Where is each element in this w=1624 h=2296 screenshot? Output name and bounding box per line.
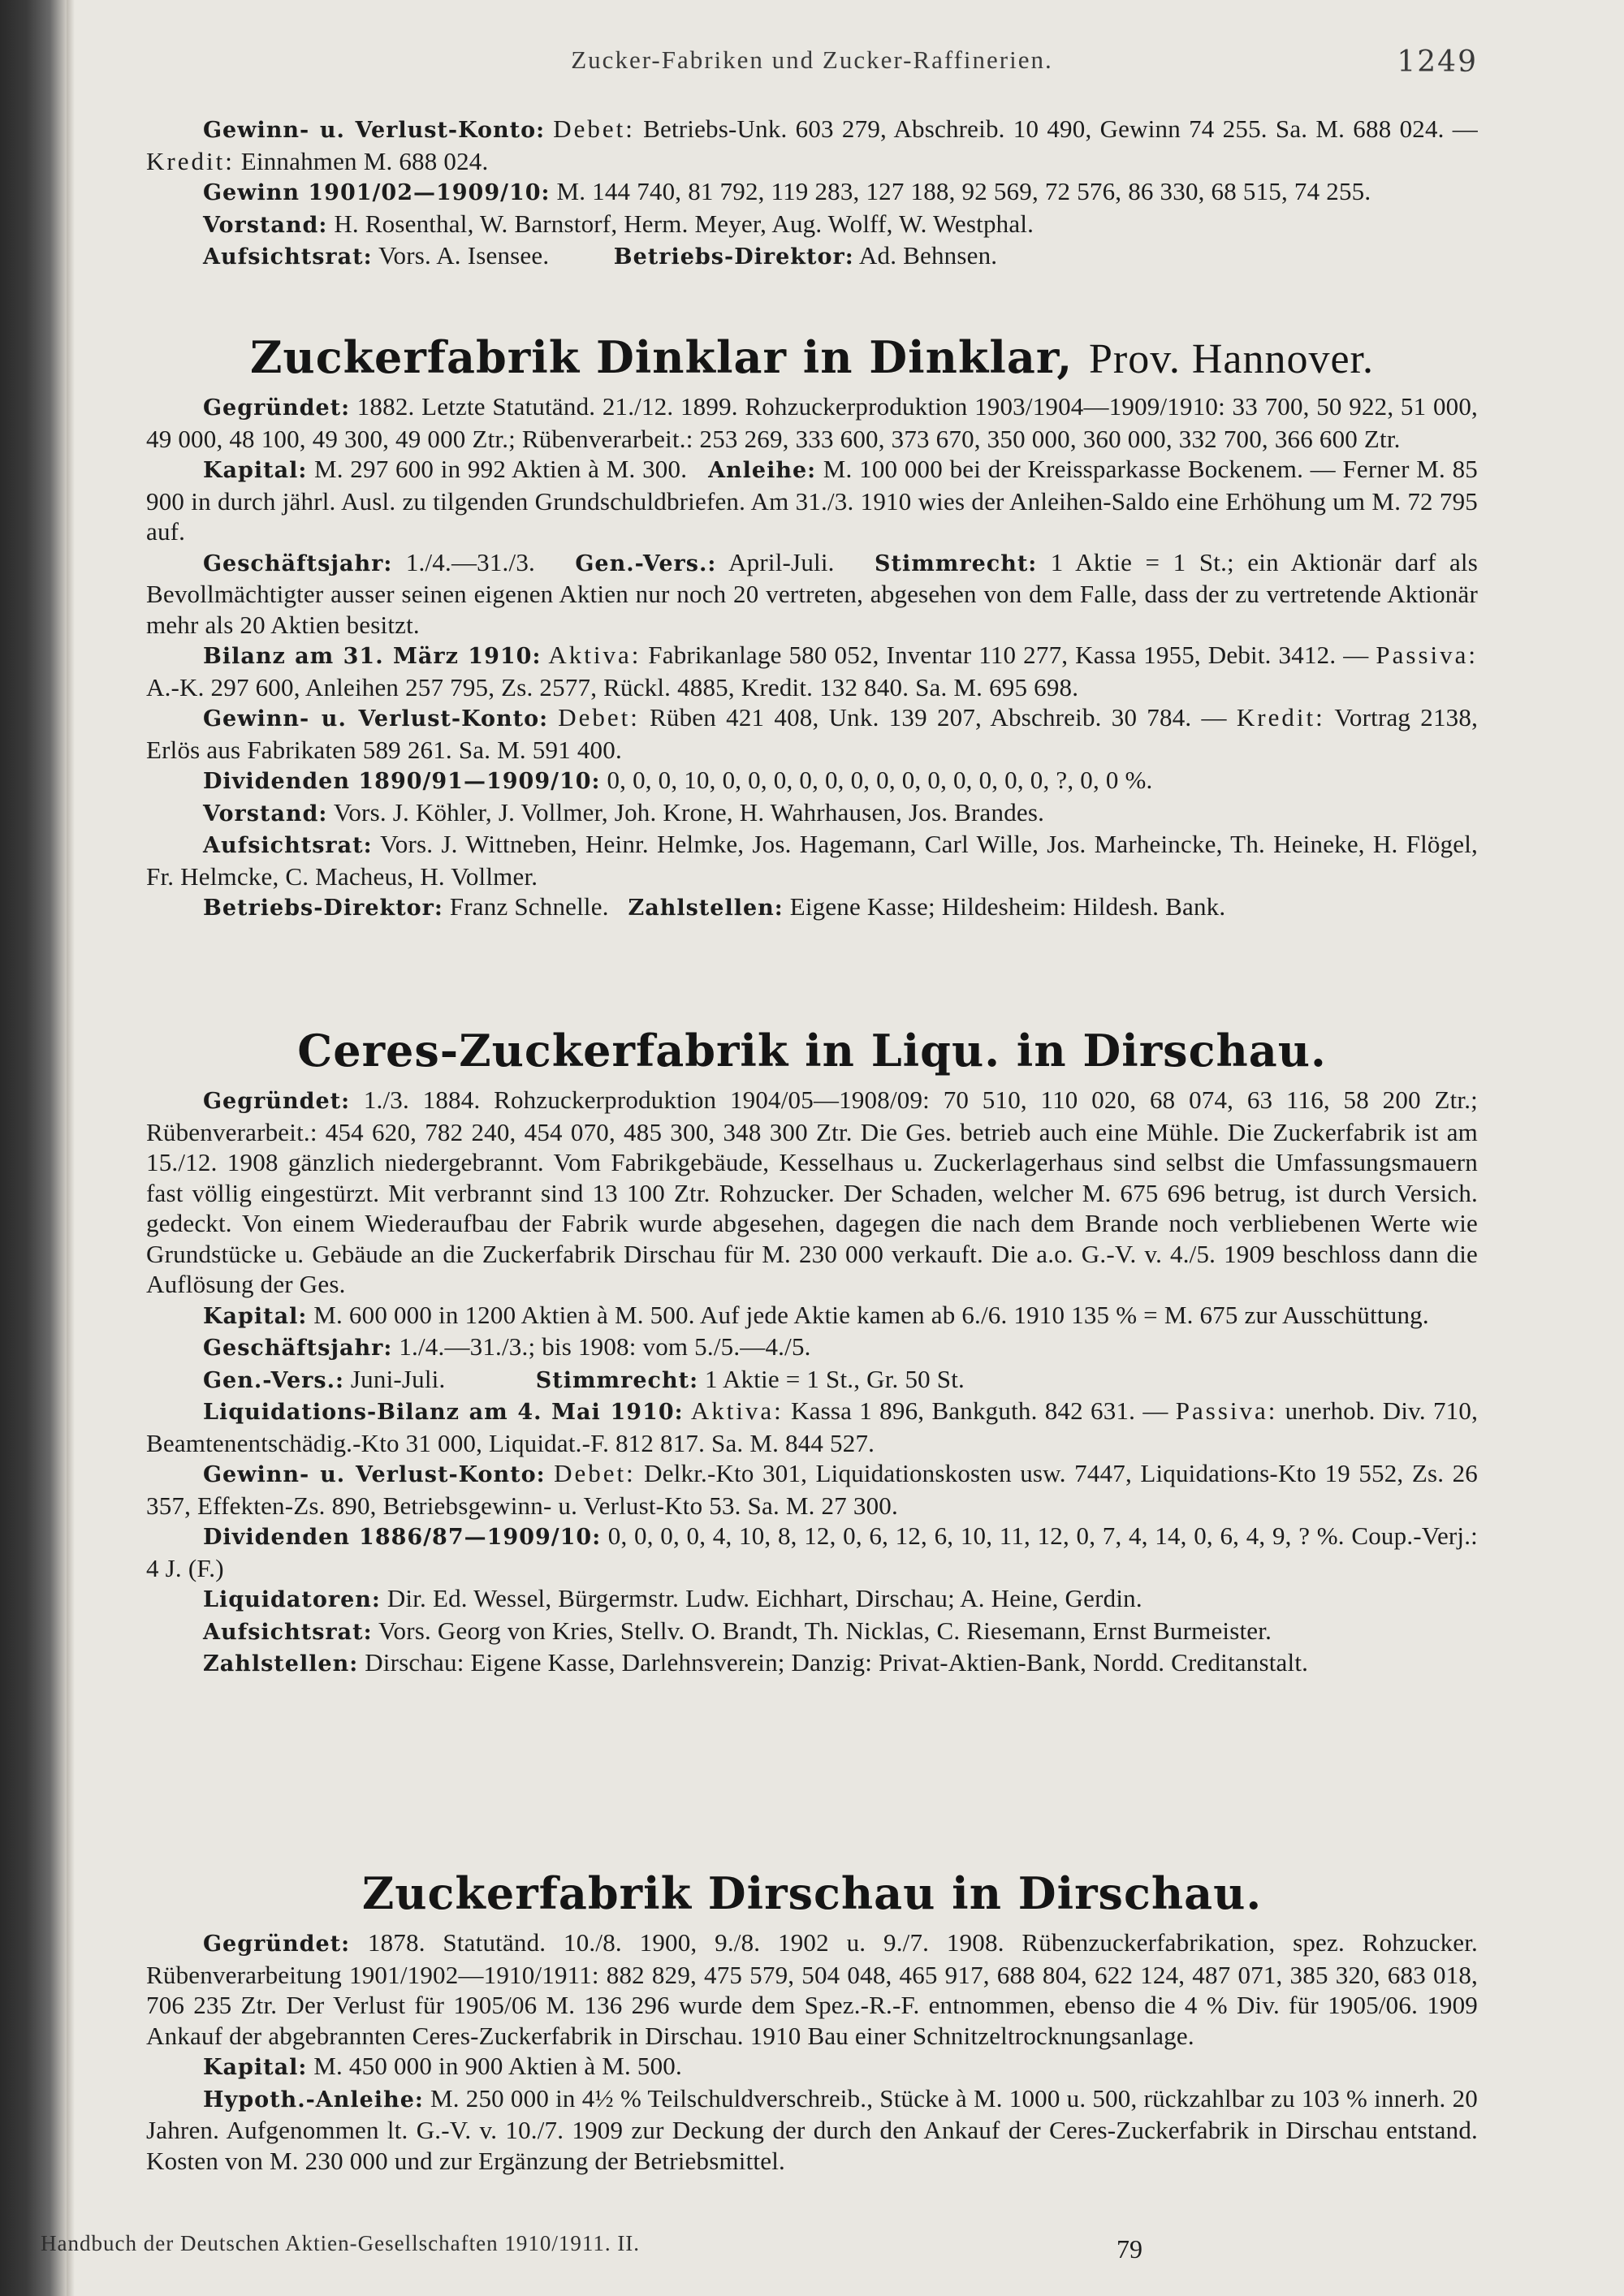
section-title: Ceres-Zuckerfabrik in Liqu. in Dirschau. bbox=[297, 1025, 1327, 1077]
geschaeftsjahr-paragraph: Geschäftsjahr: 1./4.—31./3. Gen.-Vers.: April-Juli. Stimmrecht: 1 Aktie = 1 St.; ein Aktionär darf als Bevollmächtigter ausser seinen eigenen Aktien nur noch 20 vertreten, abgesehen von dem Falle, dass der zu vertretende Aktionär mehr als 20 Aktien besitzt. bbox=[146, 547, 1478, 639]
genvers-paragraph: Gen.-Vers.: Juni-Juli. Stimmrecht: 1 Aktie = 1 St., Gr. 50 St. bbox=[203, 1364, 965, 1393]
section-title: Zuckerfabrik Dirschau in Dirschau. bbox=[361, 1867, 1263, 1919]
liquidationsbilanz-paragraph: Liquidations-Bilanz am 4. Mai 1910: Aktiva: Kassa 1 896, Bankguth. 842 631. — Passiva: unerhob. Div. 710, Beamtenentschädig.-Kto 31 000, Liquidat.-F. 812 817. Sa. M. 844 527. bbox=[146, 1396, 1479, 1457]
kapital-paragraph: Kapital: M. 297 600 in 992 Aktien à M. 300. Anleihe: M. 100 000 bei der Kreissparkasse Bockenem. — Ferner M. 85 900 in durch jährl. Ausl. zu tilgenden Grundschuldbriefen. Am 31./3. 1910 wies der Anleihen-Saldo eine Erhöhung um M. 72 795 auf. bbox=[146, 455, 1478, 546]
section-ceres bbox=[146, 1025, 1478, 1077]
gewinn-paragraph: Gewinn 1901/02—1909/10: M. 144 740, 81 792, 119 283, 127 188, 92 569, 72 576, 86 330, 68 515, 74 255. bbox=[203, 177, 1371, 205]
ceres-body bbox=[146, 1085, 1478, 1680]
liquidatoren-paragraph: Liquidatoren: Dir. Ed. Wessel, Bürgermstr. Ludw. Eichhart, Dirschau; A. Heine, Gerdin. bbox=[203, 1584, 1142, 1612]
bilanz-paragraph: Bilanz am 31. März 1910: Aktiva: Fabrikanlage 580 052, Inventar 110 277, Kassa 1955, Debit. 3412. — Passiva: A.-K. 297 600, Anleihen 257 795, Zs. 2577, Rückl. 4885, Kredit. 132 840. Sa. M. 695 698. bbox=[146, 641, 1479, 701]
dividenden-paragraph: Dividenden 1890/91—1909/10: 0, 0, 0, 10, 0, 0, 0, 0, 0, 0, 0, 0, 0, 0, 0, 0, 0, ?, 0, 0 %. bbox=[203, 766, 1153, 794]
gv-konto-paragraph: Gewinn- u. Verlust-Konto: Debet: Delkr.-Kto 301, Liquidationskosten usw. 7447, Liquidations-Kto 19 552, Zs. 26 357, Effekten-Zs. 890, Betriebsgewinn- u. Verlust-Kto 53. Sa. M. 27 300. bbox=[146, 1459, 1479, 1520]
gv-konto-paragraph: Gewinn- u. Verlust-Konto: Debet: Rüben 421 408, Unk. 139 207, Abschreib. 30 784. — Kredit: Vortrag 2138, Erlös aus Fabrikaten 589 261. Sa. M. 591 400. bbox=[146, 703, 1479, 764]
gegruendet-paragraph: Gegründet: 1882. Letzte Statutänd. 21./12. 1899. Rohzuckerproduktion 1903/1904—1909/1910: 33 700, 50 922, 51 000, 49 000, 48 100, 49 300, 49 000 Ztr.; Rübenverarbeit.: 253 269, 333 600, 373 670, 350 000, 360 000, 332 700, 366 600 Ztr. bbox=[146, 392, 1478, 453]
section-dinklar bbox=[146, 331, 1478, 383]
dinklar-body bbox=[146, 391, 1478, 924]
sheet-number: 79 bbox=[1116, 2234, 1142, 2264]
section-title: Zuckerfabrik Dinklar in Dinklar, Prov. Hannover. bbox=[250, 331, 1374, 383]
aufsichtsrat-paragraph: Aufsichtsrat: Vors. Georg von Kries, Stellv. O. Brandt, Th. Nicklas, C. Riesemann, Ernst Burmeister. bbox=[203, 1616, 1272, 1645]
dividenden-paragraph: Dividenden 1886/87—1909/10: 0, 0, 0, 0, 4, 10, 8, 12, 0, 6, 12, 6, 10, 11, 12, 0, 7, 4, 14, 0, 6, 4, 9, ? %. Coup.-Verj.: 4 J. (F.) bbox=[146, 1521, 1478, 1582]
kapital-paragraph: Kapital: M. 450 000 in 900 Aktien à M. 500. bbox=[203, 2052, 682, 2080]
kapital-paragraph: Kapital: M. 600 000 in 1200 Aktien à M. 500. Auf jede Aktie kamen ab 6./6. 1910 135 % = M. 675 zur Ausschüttung. bbox=[203, 1300, 1429, 1329]
geschaeftsjahr-paragraph: Geschäftsjahr: 1./4.—31./3.; bis 1908: vom 5./5.—4./5. bbox=[203, 1332, 811, 1361]
page-footer: Handbuch der Deutschen Aktien-Gesellschaften 1910/1911. II. bbox=[41, 2231, 641, 2255]
previous-company-tail bbox=[146, 114, 1478, 273]
gegruendet-paragraph: Gegründet: 1./3. 1884. Rohzuckerproduktion 1904/05—1908/09: 70 510, 110 020, 68 074, 63 116, 58 200 Ztr.; Rübenverarbeit.: 454 620, 782 240, 454 070, 485 300, 348 300 Ztr. Die Ges. betrieb auch eine Mühle. Die Zuckerfabrik ist am 15./12. 1908 gänzlich niedergebrannt. Vom Fabrikgebäude, Kesselhaus u. Zuckerlagerhaus sind selbst die Umfassungsmauern fast völlig eingestürzt. Mit verbrannt sind 13 100 Ztr. Rohzucker. Der Schaden, welcher M. 675 696 betrug, ist durch Versich. gedeckt. Von einem Wiederaufbau der Fabrik wurde abgesehen, dagegen die nach dem Brande noch verbliebenen Werte wie Grundstücke u. Gebäude an die Zuckerfabrik Dirschau für M. 230 000 verkauft. Die a.o. G.-V. v. 4./5. 1909 beschloss dann die Auflösung der Ges. bbox=[146, 1085, 1478, 1298]
hypoth-anleihe-paragraph: Hypoth.-Anleihe: M. 250 000 in 4½ % Teilschuldverschreib., Stücke à M. 1000 u. 500, rückzahlbar zu 103 % innerh. 20 Jahren. Aufgenommen lt. G.-V. v. 10./7. 1909 zur Deckung der durch den Ankauf der Ceres-Zuckerfabrik in Dirschau entstand. Kosten von M. 230 000 und zur Ergänzung der Betriebsmittel. bbox=[146, 2083, 1478, 2175]
vorstand-paragraph: Vorstand: H. Rosenthal, W. Barnstorf, Herm. Meyer, Aug. Wolff, W. Westphal. bbox=[203, 209, 1034, 238]
vorstand-paragraph: Vorstand: Vors. J. Köhler, J. Vollmer, Joh. Krone, H. Wahrhausen, Jos. Brandes. bbox=[203, 797, 1045, 826]
dirschau-body bbox=[146, 1927, 1478, 2176]
section-dirschau bbox=[146, 1867, 1478, 1919]
running-header bbox=[146, 45, 1478, 86]
book-binding-shadow bbox=[0, 0, 67, 2296]
aufsichtsrat-paragraph: Aufsichtsrat: Vors. J. Wittneben, Heinr. Helmke, Jos. Hagemann, Carl Wille, Jos. Marheincke, Th. Heineke, H. Flögel, Fr. Helmcke, C. Macheus, H. Vollmer. bbox=[146, 830, 1479, 891]
zahlstellen-paragraph: Zahlstellen: Dirschau: Eigene Kasse, Darlehnsverein; Danzig: Privat-Aktien-Bank, Nordd. Creditanstalt. bbox=[203, 1648, 1309, 1677]
gv-konto-paragraph: Gewinn- u. Verlust-Konto: Debet: Betriebs-Unk. 603 279, Abschreib. 10 490, Gewinn 74 255. Sa. M. 688 024. — Kredit: Einnahmen M. 688 024. bbox=[146, 114, 1479, 175]
betriebsdirektor-paragraph: Betriebs-Direktor: Franz Schnelle. Zahlstellen: Eigene Kasse; Hildesheim: Hildesh. Bank. bbox=[203, 892, 1226, 921]
book-page bbox=[146, 0, 1478, 2296]
running-title: Zucker-Fabriken und Zucker-Raffinerien. bbox=[571, 45, 1053, 74]
aufsichtsrat-paragraph: Aufsichtsrat: Vors. A. Isensee. Betriebs-Direktor: Ad. Behnsen. bbox=[203, 241, 998, 270]
gegruendet-paragraph: Gegründet: 1878. Statutänd. 10./8. 1900, 9./8. 1902 u. 9./7. 1908. Rübenzuckerfabrikation, spez. Rohzucker. Rübenverarbeitung 1901/1902—1910/1911: 882 829, 475 579, 504 048, 465 917, 688 804, 622 124, 487 071, 385 320, 683 018, 706 235 Ztr. Der Verlust für 1905/06 M. 136 296 wurde dem Spez.-R.-F. entnommen, ebenso die 4 % Div. für 1905/06. 1909 Ankauf der abgebrannten Ceres-Zuckerfabrik in Dirschau. 1910 Bau einer Schnitzeltrocknungsanlage. bbox=[146, 1928, 1479, 2050]
page-gutter bbox=[67, 0, 75, 2296]
page-number: 1249 bbox=[1397, 45, 1478, 79]
